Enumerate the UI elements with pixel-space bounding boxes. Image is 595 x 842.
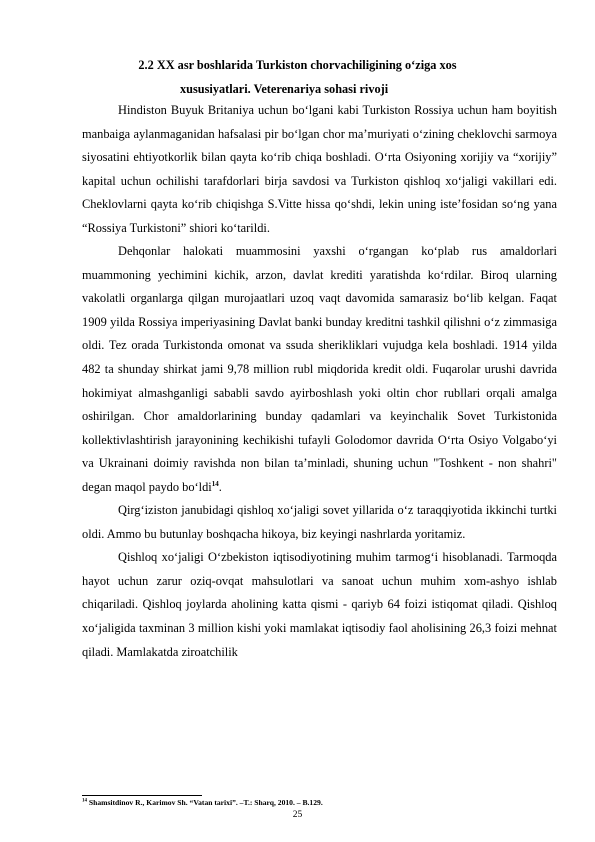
- paragraph-4: Qishloq xo‘jaligi O‘zbekiston iqtisodiyotining muhim tarmog‘i hisoblanadi. Tarmoqda hayot uchun zarur oziq-ovqat mahsulotlari va sanoat uchun muhim xom-ashyo ishlab chiqariladi. Qishloq joylarda aholining katta qismi - qariyb 64 foizi istiqomat qiladi. Qishloq xo‘jaligida taxminan 3 million kishi yoki mamlakat iqtisodiy faol aholisining 26,3 foizi mehnat qiladi. Mamlakatda ziroatchilik: [82, 550, 557, 659]
- footnote-reference[interactable]: 14: [211, 479, 219, 488]
- section-heading-line-2: xususiyatlari. Veterenariya sohasi rivoji: [180, 82, 389, 96]
- paragraph-2-end: .: [218, 479, 222, 494]
- paragraph-2-text: Dehqonlar halokati muammosini yaxshi o‘rgangan ko‘plab rus amaldorlari muammoning yechimini kichik, arzon, davlat krediti yaratishda ko‘rdilar. Biroq ularning vakolatli organlarga qilgan murojaatlari uzoq vaqt davomida samarasiz bo‘lib kelgan. Faqat 1909 yilda Rossiya imperiyasining Davlat banki bunday kreditni tashkil qilishni o‘z zimmasiga oldi. Tez orada Turkistonda omonat va ssuda sherikliklari vujudga kela boshladi. 1914 yilda 482 ta shunday shirkat jami 9,78 million rubl miqdorida kredit oldi. Fuqarolar urushi davrida hokimiyat almashganligi sababli savdo ayirboshlash yoki oltin chor rubllari orqali amalga oshirilgan. Chor amaldorlarining bunday qadamlari va keyinchalik Sovet Turkistonida kollektivlashtirish jarayonining kechikishi tufayli Golodomor davrida O‘rta Osiyo Volgabo‘yi va Ukrainani doimiy ravishda non bilan ta’minladi, shuning uchun "Toshkent - non shahri" degan maqol paydo bo‘ldi: [82, 244, 557, 494]
- footnote-divider: [82, 795, 202, 796]
- paragraph-2: [82, 240, 557, 499]
- paragraph-3: Qirg‘iziston janubidagi qishloq xo‘jaligi sovet yillarida o‘z taraqqiyotida ikkinchi turtki oldi. Ammo bu butunlay boshqacha hikoya, biz keyingi nashrlarda yoritamiz.: [82, 503, 557, 541]
- paragraph-1: Hindiston Buyuk Britaniya uchun bo‘lgani kabi Turkiston Rossiya uchun ham boyitish manbaiga aylanmaganidan hafsalasi pir bo‘lgan chor ma’muriyati o‘zining cheklovchi sarmoya siyosatini ehtiyotkorlik bilan qayta ko‘rib chiqa boshladi. O‘rta Osiyoning xorijiy va “xorijiy” kapital uchun ochilishi tarafdorlari birja savdosi va Turkiston qishloq xo‘jaligi vakillari edi. Cheklovlarni qayta ko‘rib chiqishga S.Vitte hissa qo‘shdi, lekin uning iste’fosidan so‘ng yana “Rossiya Turkistoni” shiori ko‘tarildi.: [82, 103, 557, 235]
- footnote-number: 14: [82, 798, 87, 804]
- footnote-text: Shamsitdinov R., Karimov Sh. “Vatan tarixi”. –T.: Sharq, 2010. – B.129.: [87, 798, 323, 807]
- page-number: 25: [292, 810, 303, 820]
- footnote: [82, 797, 557, 808]
- section-heading-line-1: 2.2 XX asr boshlarida Turkiston chorvachiligining o‘ziga xos: [138, 58, 457, 72]
- body-text: [82, 99, 557, 664]
